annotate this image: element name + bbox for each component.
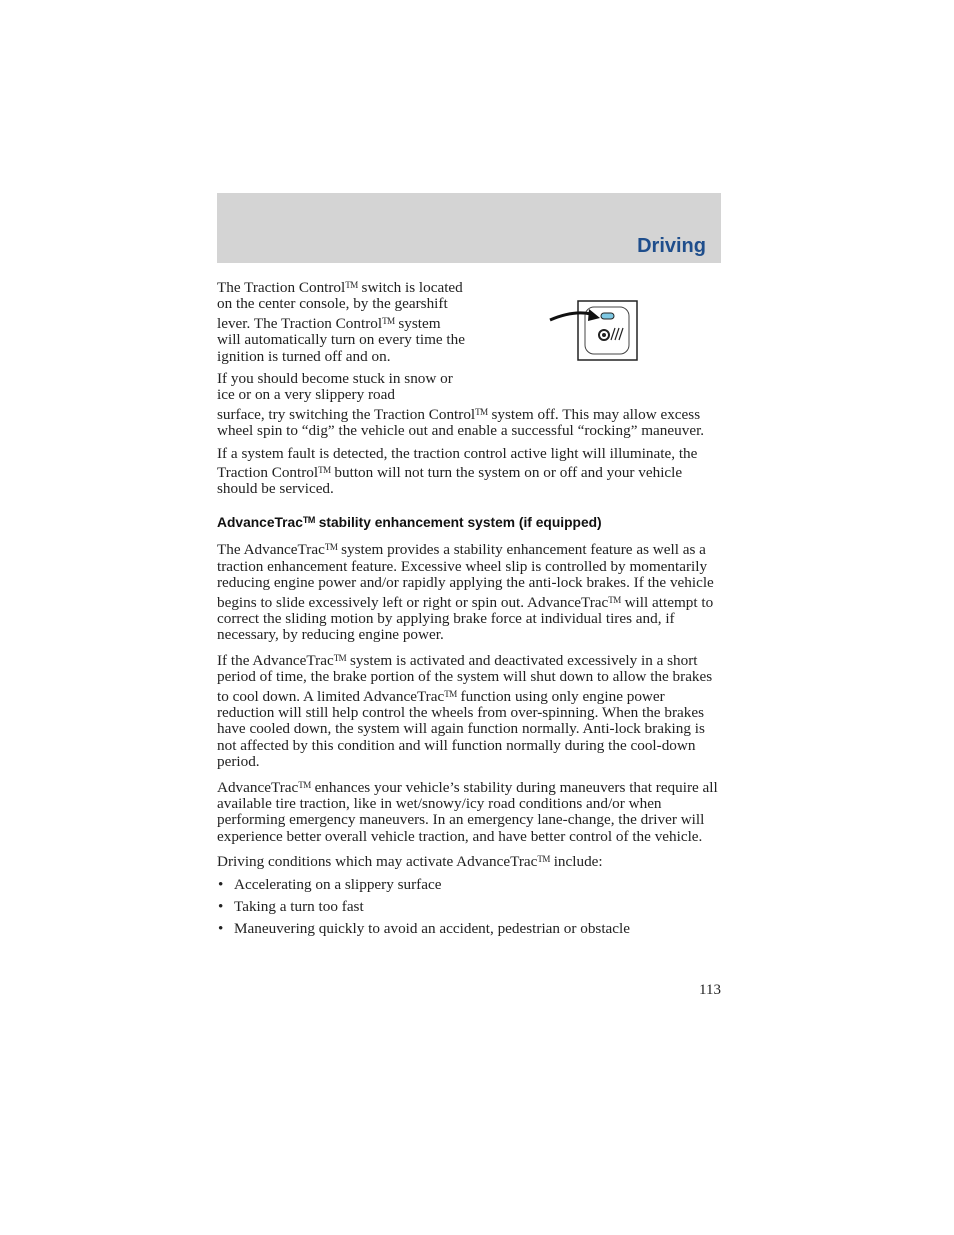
list-item: • Maneuvering quickly to avoid an accident, pedestrian or obstacle (217, 921, 721, 937)
trademark-symbol: TM (537, 854, 550, 865)
text: If the AdvanceTrac (217, 651, 334, 669)
text: include: (549, 853, 603, 871)
trademark-symbol: TM (324, 542, 338, 553)
text: will attempt to correct the sliding motion by applying brake force at individual tires and, if necessary, by reducing engine power. (217, 593, 714, 644)
text: surface, try switching the Traction Control (217, 405, 476, 423)
text: system will automatically turn on every time the ignition is turned off and on. (217, 314, 465, 365)
text: system is activated and deactivated excessively in a short period of time, the brake portion of the system will shut down to allow the brakes to cool down. A limited AdvanceTrac (217, 651, 713, 705)
paragraph-advancetrac-cooldown (217, 650, 721, 771)
trademark-symbol: TM (345, 280, 358, 290)
paragraph-advancetrac-overview (217, 539, 721, 643)
text: stability enhancement system (if equipped) (314, 514, 602, 530)
trademark-symbol: TM (382, 315, 395, 326)
trademark-symbol: TM (333, 652, 347, 663)
text: AdvanceTrac (217, 514, 303, 530)
trademark-symbol: TM (608, 594, 621, 605)
text: The AdvanceTrac (217, 541, 325, 559)
trademark-symbol: TM (444, 688, 457, 699)
text: Driving conditions which may activate AdvanceTrac (217, 853, 538, 871)
section-header (217, 193, 721, 263)
section-heading-advancetrac (217, 512, 721, 531)
text: AdvanceTrac (217, 778, 299, 796)
text: If a system fault is detected, the traction control active light will illuminate, the Traction Control (217, 444, 698, 482)
text: button will not turn the system on or off and your vehicle should be serviced. (217, 464, 683, 498)
page-content (217, 277, 721, 944)
trademark-symbol: TM (298, 779, 311, 790)
text: system provides a stability enhancement feature as well as a traction enhancement feature. Excessive wheel slip is controlled by momentarily reducing engine power and/or rapidly applying the anti-lock brakes. If the vehicle begins to slide excessively left or right or spin out. AdvanceTrac (217, 541, 714, 611)
text: enhances your vehicle’s stability during maneuvers that require all available tire traction, like in wet/snowy/icy road conditions and/or when performing emergency maneuvers. In an emergency lane-change, the driver will experience better overall vehicle traction, and have better control of the vehicle. (217, 778, 718, 845)
text: system off. This may allow excess wheel spin to “dig” the vehicle out and enable a successful “rocking” maneuver. (217, 405, 705, 440)
trademark-symbol: TM (302, 514, 315, 525)
paragraph-advancetrac-stability (217, 777, 721, 846)
list-item: • Taking a turn too fast (217, 899, 721, 915)
text: switch is located on the center console, by the gearshift lever. The Traction Control (217, 279, 463, 332)
section-title: Driving (637, 235, 706, 257)
paragraph-stuck-in-snow (217, 371, 721, 440)
trademark-symbol: TM (318, 465, 331, 476)
page-number: 113 (699, 982, 721, 998)
text: function using only engine power reduction will still help control the wheels from over-spinning. When the brakes have cooled down, the system will again function normally. Anti-lock braking is not affected by this condition and will function normally during the cool-down period. (217, 687, 705, 771)
driving-conditions-list (217, 877, 721, 938)
trademark-symbol: TM (475, 406, 488, 417)
list-item: • Accelerating on a slippery surface (217, 877, 721, 893)
paragraph-system-fault (217, 446, 721, 498)
text: If you should become stuck in snow or ice or on a very slippery road (217, 370, 453, 404)
paragraph-driving-conditions (217, 851, 721, 870)
text: The Traction Control (217, 279, 346, 296)
paragraph-traction-control-location (217, 277, 467, 365)
